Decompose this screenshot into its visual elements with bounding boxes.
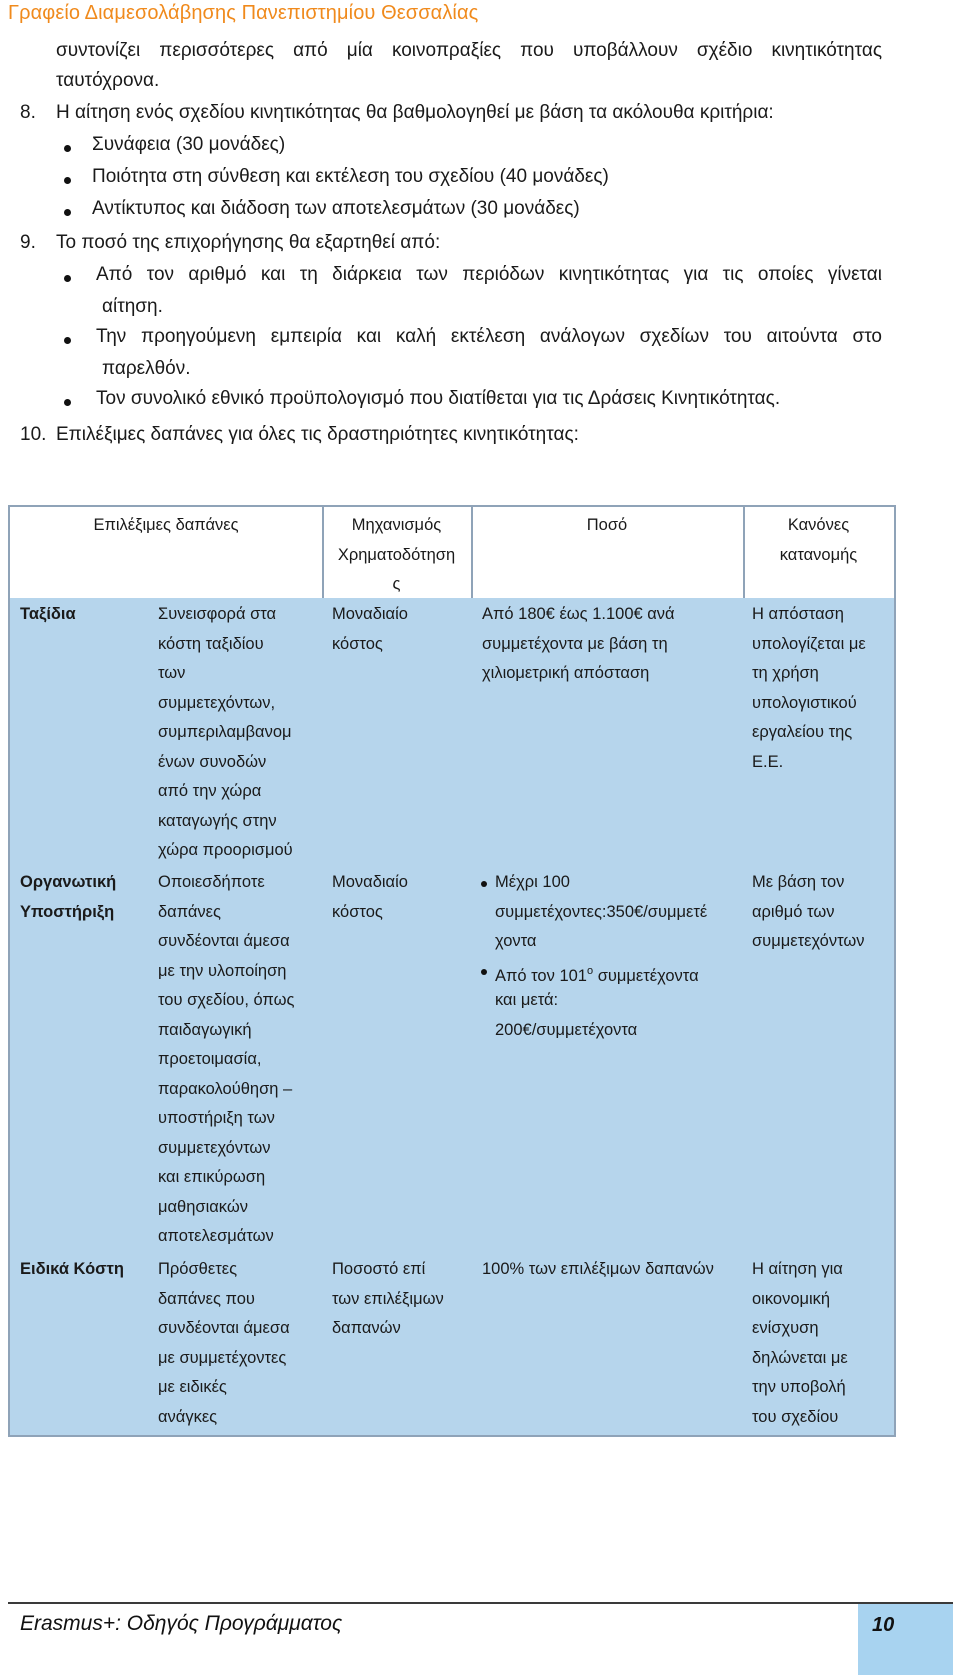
- amount-prefix: Από τον 101: [495, 966, 587, 985]
- row-support-amount-line: 200€/συμμετέχοντα: [495, 1020, 638, 1039]
- row-special-description-line: συνδέονται άμεσα: [158, 1319, 290, 1337]
- item-8-number: 8.: [20, 102, 36, 123]
- row-support-description-line: Οποιεσδήποτε: [158, 873, 265, 891]
- row-support-description-line: δαπάνες: [158, 902, 221, 921]
- row-special-rules-line: ενίσχυση: [752, 1319, 819, 1337]
- row-support-mechanism-line: κόστος: [332, 902, 383, 921]
- item-10-number: 10.: [20, 424, 47, 445]
- row-support-description-line: συμμετεχόντων: [158, 1138, 271, 1157]
- item-9-text: Το ποσό της επιχορήγησης θα εξαρτηθεί από:: [56, 232, 441, 253]
- item-9-bullet-1-line-1: Από τον αριθμό και τη διάρκεια των περιόδων κινητικότητας για τις οποίες γίνεται: [96, 264, 882, 285]
- row-travel-rules-line: Ε.Ε.: [752, 752, 784, 771]
- row-travel-rules-line: εργαλείου της: [752, 723, 853, 741]
- row-travel-amount-line: χιλιομετρική απόσταση: [482, 664, 650, 682]
- row-support-description-line: μαθησιακών: [158, 1197, 248, 1216]
- row-special-rules-line: οικονομική: [752, 1289, 831, 1308]
- row-support-description-line: αποτελεσμάτων: [158, 1227, 274, 1245]
- criterion-3: Αντίκτυπος και διάδοση των αποτελεσμάτων (30 μονάδες): [92, 198, 580, 219]
- row-travel-mechanism-line: Μοναδιαίο: [332, 605, 408, 623]
- page-number: 10: [872, 1614, 895, 1636]
- intro-line-1: συντονίζει περισσότερες από μία κοινοπραξίες που υποβάλλουν σχέδιο κινητικότητας: [56, 40, 882, 61]
- row-special-amount: 100% των επιλέξιμων δαπανών: [482, 1260, 714, 1278]
- row-support-description-line: με την υλοποίηση: [158, 961, 287, 980]
- document-header-title: Γραφείο Διαμεσολάβησης Πανεπιστημίου Θεσσαλίας: [8, 2, 479, 24]
- item-9-bullet-3: Τον συνολικό εθνικό προϋπολογισμό που διατίθεται για τις Δράσεις Κινητικότητας.: [96, 388, 781, 409]
- ordinal-superscript: ο: [586, 964, 594, 977]
- bullet-icon: [64, 399, 71, 406]
- header-mechanism-line-2: Χρηματοδότηση: [337, 545, 456, 564]
- row-support-description-line: παρακολούθηση –: [158, 1079, 293, 1098]
- item-8-text: Η αίτηση ενός σχεδίου κινητικότητας θα βαθμολογηθεί με βάση τα ακόλουθα κριτήρια:: [56, 102, 774, 123]
- row-support-description-line: και επικύρωση: [158, 1168, 266, 1186]
- row-support-description-line: υποστήριξη των: [158, 1109, 275, 1127]
- row-special-mechanism-line: δαπανών: [332, 1319, 401, 1337]
- row-special-description-line: με συμμετέχοντες: [158, 1348, 287, 1367]
- row-special-rules-line: δηλώνεται με: [752, 1348, 848, 1367]
- row-travel-amount-line: συμμετέχοντα με βάση τη: [482, 634, 668, 653]
- row-travel-mechanism-line: κόστος: [332, 634, 383, 653]
- row-support-amount-line: Μέχρι 100: [495, 873, 570, 891]
- row-support-rules-line: συμμετεχόντων: [752, 932, 865, 950]
- row-support-rules-line: Με βάση τον: [752, 873, 845, 891]
- header-amount: Ποσό: [586, 516, 628, 534]
- row-special-category: Ειδικά Κόστη: [20, 1260, 124, 1278]
- row-support-amount-line: και μετά:: [495, 991, 559, 1009]
- header-mechanism-line-3: ς: [392, 575, 401, 593]
- row-support-mechanism-line: Μοναδιαίο: [332, 873, 408, 891]
- row-special-description-line: Πρόσθετες: [158, 1260, 238, 1278]
- header-rules-line-2: κατανομής: [779, 545, 858, 564]
- row-travel-description-line: χώρα προορισμού: [158, 841, 293, 859]
- bullet-icon: [64, 177, 71, 184]
- bullet-icon: [481, 969, 487, 975]
- row-travel-description-line: συμμετεχόντων,: [158, 693, 276, 712]
- bullet-icon: [64, 275, 71, 282]
- row-travel-description-line: καταγωγής στην: [158, 811, 277, 830]
- item-10-text: Επιλέξιμες δαπάνες για όλες τις δραστηριότητες κινητικότητας:: [56, 424, 579, 445]
- item-9-bullet-1-line-2: αίτηση.: [102, 296, 163, 317]
- bullet-icon: [64, 209, 71, 216]
- footer-title: Erasmus+: Οδηγός Προγράμματος: [20, 1612, 343, 1635]
- row-travel-description-line: κόστη ταξιδίου: [158, 634, 264, 653]
- row-special-rules-line: Η αίτηση για: [752, 1260, 843, 1278]
- row-travel-description-line: ένων συνοδών: [158, 752, 267, 771]
- row-travel-description-line: Συνεισφορά στα: [158, 605, 277, 623]
- row-travel-description-line: συμπεριλαμβανομ: [158, 723, 292, 741]
- row-travel-description-line: από την χώρα: [158, 782, 262, 800]
- header-mechanism-line-1: Μηχανισμός: [351, 516, 442, 534]
- row-support-category-line: Οργανωτική: [20, 873, 117, 891]
- eligible-costs-table: [8, 505, 896, 1437]
- row-special-mechanism-line: Ποσοστό επί: [332, 1260, 426, 1278]
- row-support-description-line: του σχεδίου, όπως: [158, 991, 295, 1009]
- item-9-number: 9.: [20, 232, 36, 253]
- item-9-bullet-2-line-1: Την προηγούμενη εμπειρία και καλή εκτέλεση ανάλογων σχεδίων του αιτούντα στο: [96, 326, 882, 347]
- bullet-icon: [64, 337, 71, 344]
- row-special-description-line: με ειδικές: [158, 1378, 227, 1396]
- row-support-description-line: προετοιμασία,: [158, 1050, 262, 1068]
- item-9-bullet-2-line-2: παρελθόν.: [102, 358, 191, 379]
- bullet-icon: [481, 881, 487, 887]
- row-support-category-line: Υποστήριξη: [20, 902, 115, 921]
- row-travel-rules-line: Η απόσταση: [752, 605, 844, 623]
- row-support-description-line: παιδαγωγική: [158, 1020, 252, 1039]
- row-support-description-line: συνδέονται άμεσα: [158, 932, 290, 950]
- bullet-icon: [64, 145, 71, 152]
- row-support-amount-line: χοντα: [495, 932, 537, 950]
- row-special-rules-line: του σχεδίου: [752, 1407, 839, 1426]
- row-travel-amount-line: Από 180€ έως 1.100€ ανά: [482, 605, 675, 623]
- row-travel-rules-line: υπολογιστικού: [752, 693, 857, 712]
- header-rules-line-1: Κανόνες: [787, 516, 850, 534]
- criterion-2: Ποιότητα στη σύνθεση και εκτέλεση του σχεδίου (40 μονάδες): [92, 166, 609, 187]
- footer-divider: [8, 1602, 953, 1604]
- row-special-mechanism-line: των επιλέξιμων: [332, 1289, 444, 1308]
- row-travel-description-line: των: [158, 664, 186, 682]
- row-travel-rules-line: τη χρήση: [752, 664, 819, 682]
- header-eligible-costs: Επιλέξιμες δαπάνες: [93, 516, 239, 534]
- row-special-description-line: ανάγκες: [158, 1407, 218, 1426]
- row-travel-category: Ταξίδια: [20, 605, 76, 623]
- amount-suffix: συμμετέχοντα: [593, 966, 699, 985]
- row-support-rules-line: αριθμό των: [752, 902, 835, 921]
- row-special-rules-line: την υποβολή: [752, 1378, 846, 1396]
- row-support-amount-line: συμμετέχοντες:350€/συμμετέ: [495, 902, 708, 921]
- intro-line-2: ταυτόχρονα.: [56, 70, 160, 91]
- row-travel-rules-line: υπολογίζεται με: [752, 634, 866, 653]
- row-special-description-line: δαπάνες που: [158, 1289, 255, 1308]
- criterion-1: Συνάφεια (30 μονάδες): [92, 134, 286, 155]
